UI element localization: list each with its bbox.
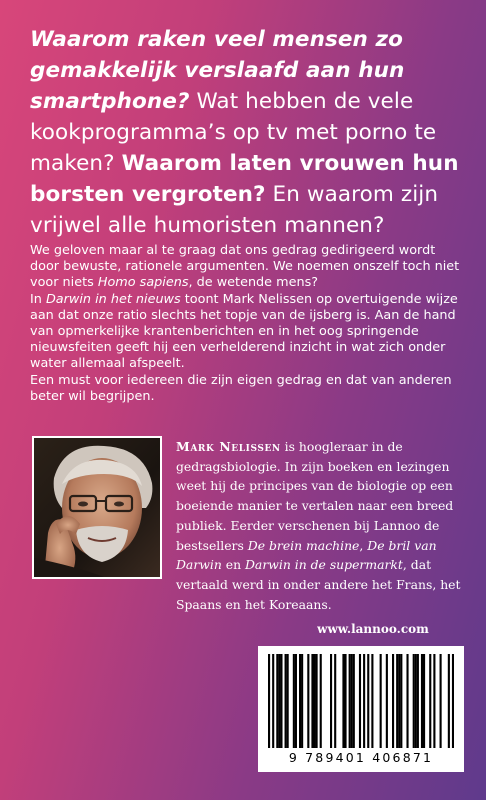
barcode-bars [268, 654, 454, 748]
barcode-bar [421, 654, 423, 748]
bio-text-1: is hoogleraar in de gedragsbiologie. In zijn boeken en lezingen weet hij de principes van de biologie op een boeiende manier te vertalen naar een breed publiek. Eerder verschenen bij Lannoo de bestsellers [176, 439, 454, 553]
barcode-bar [293, 654, 295, 748]
headline-q2: Wat hebben de vele kookprogramma’s op tv met porno te maken? [30, 89, 437, 176]
blurb-paragraph-2 [30, 292, 460, 373]
barcode-bar [398, 654, 400, 748]
author-bio [176, 437, 461, 614]
barcode-bar [429, 654, 431, 748]
barcode-bar [268, 654, 270, 748]
barcode-bar [349, 654, 351, 748]
bio-book-1: De brein machine [247, 537, 360, 553]
barcode-bar [417, 654, 419, 748]
barcode-bar [448, 654, 450, 748]
barcode-bar [316, 654, 318, 748]
barcode-bar [415, 654, 417, 748]
isbn-barcode [258, 646, 464, 772]
barcode-bar [400, 654, 402, 748]
headline-q1: Waarom raken veel mensen zo gemakkelijk verslaafd aan hun smartphone? [30, 27, 405, 114]
isbn-digits: 9 789401 406871 [288, 750, 434, 765]
barcode-bar [433, 654, 435, 748]
bio-book-2: De bril van Darwin [176, 537, 437, 573]
barcode-bar [320, 654, 322, 748]
barcode-bar [313, 654, 315, 748]
barcode-bar [330, 654, 332, 748]
blurb-p1-end: , de wetende mens? [188, 275, 319, 291]
barcode-bar [301, 654, 303, 748]
bio-text-2: , dat vertaald werd in onder andere het Frans, het Spaans en het Koreaans. [176, 557, 461, 612]
blurb-p2-title: Darwin in het nieuws [45, 291, 181, 307]
author-portrait-image [34, 438, 160, 577]
headline-q3: Waarom laten vrouwen hun borsten vergroten? [30, 151, 459, 207]
blurb-paragraph-3: Een must voor iedereen die zijn eigen gedrag en dat van anderen beter wil begrijpen. [30, 372, 452, 404]
barcode-bar [342, 654, 344, 748]
blurb [30, 243, 460, 405]
bio-separator-1: , [359, 537, 368, 553]
barcode-bar [344, 654, 346, 748]
barcode-bar [359, 654, 361, 748]
barcode-bar [392, 654, 394, 748]
blurb-paragraph-1 [30, 243, 460, 292]
barcode-bar [353, 654, 355, 748]
barcode-bar [386, 654, 388, 748]
blurb-p1-text: We geloven maar al te graag dat ons gedrag gedirigeerd wordt door bewuste, rationele argumenten. We noemen onszelf toch niet voor niets [30, 243, 460, 291]
barcode-bar [363, 654, 365, 748]
barcode-bar [276, 654, 278, 748]
barcode-bar [396, 654, 398, 748]
barcode-bar [367, 654, 369, 748]
barcode-bar [440, 654, 442, 748]
barcode-bar [285, 654, 287, 748]
barcode-bar [299, 654, 301, 748]
blurb-p2-end: toont Mark Nelissen op overtuigende wijze aan dat onze ratio slechts het topje van de ijsberg is. Aan de hand van opmerkelijke krantenberichten en in het oog springende nieuwsfeiten geeft hij een verhelderend inzicht in wat zich onder water allemaal afspeelt. [30, 291, 458, 372]
headline-questions [30, 24, 460, 241]
bio-book-3: Darwin in de supermarkt [245, 557, 403, 573]
barcode-bar [334, 654, 336, 748]
barcode-bar [413, 654, 415, 748]
publisher-website[interactable]: www.lannoo.com [317, 622, 429, 636]
headline-q4: En waarom zijn vrijwel alle humoristen mannen? [30, 182, 439, 238]
barcode-bar [287, 654, 289, 748]
barcode-bar [272, 654, 274, 748]
blurb-p1-italic: Homo sapiens [97, 275, 189, 291]
barcode-bar [307, 654, 309, 748]
barcode-bar [295, 654, 297, 748]
blurb-p2-text: In [30, 291, 46, 307]
barcode-bar [380, 654, 382, 748]
barcode-bar [280, 654, 282, 748]
barcode-bar [351, 654, 353, 748]
barcode-bar [311, 654, 313, 748]
author-photo [32, 436, 162, 579]
barcode-bar [452, 654, 454, 748]
bio-separator-2: en [221, 557, 245, 573]
author-name: Mark Nelissen [176, 439, 281, 454]
barcode-bar [278, 654, 280, 748]
barcode-bar [406, 654, 408, 748]
barcode-bar [423, 654, 425, 748]
barcode-bar [371, 654, 373, 748]
